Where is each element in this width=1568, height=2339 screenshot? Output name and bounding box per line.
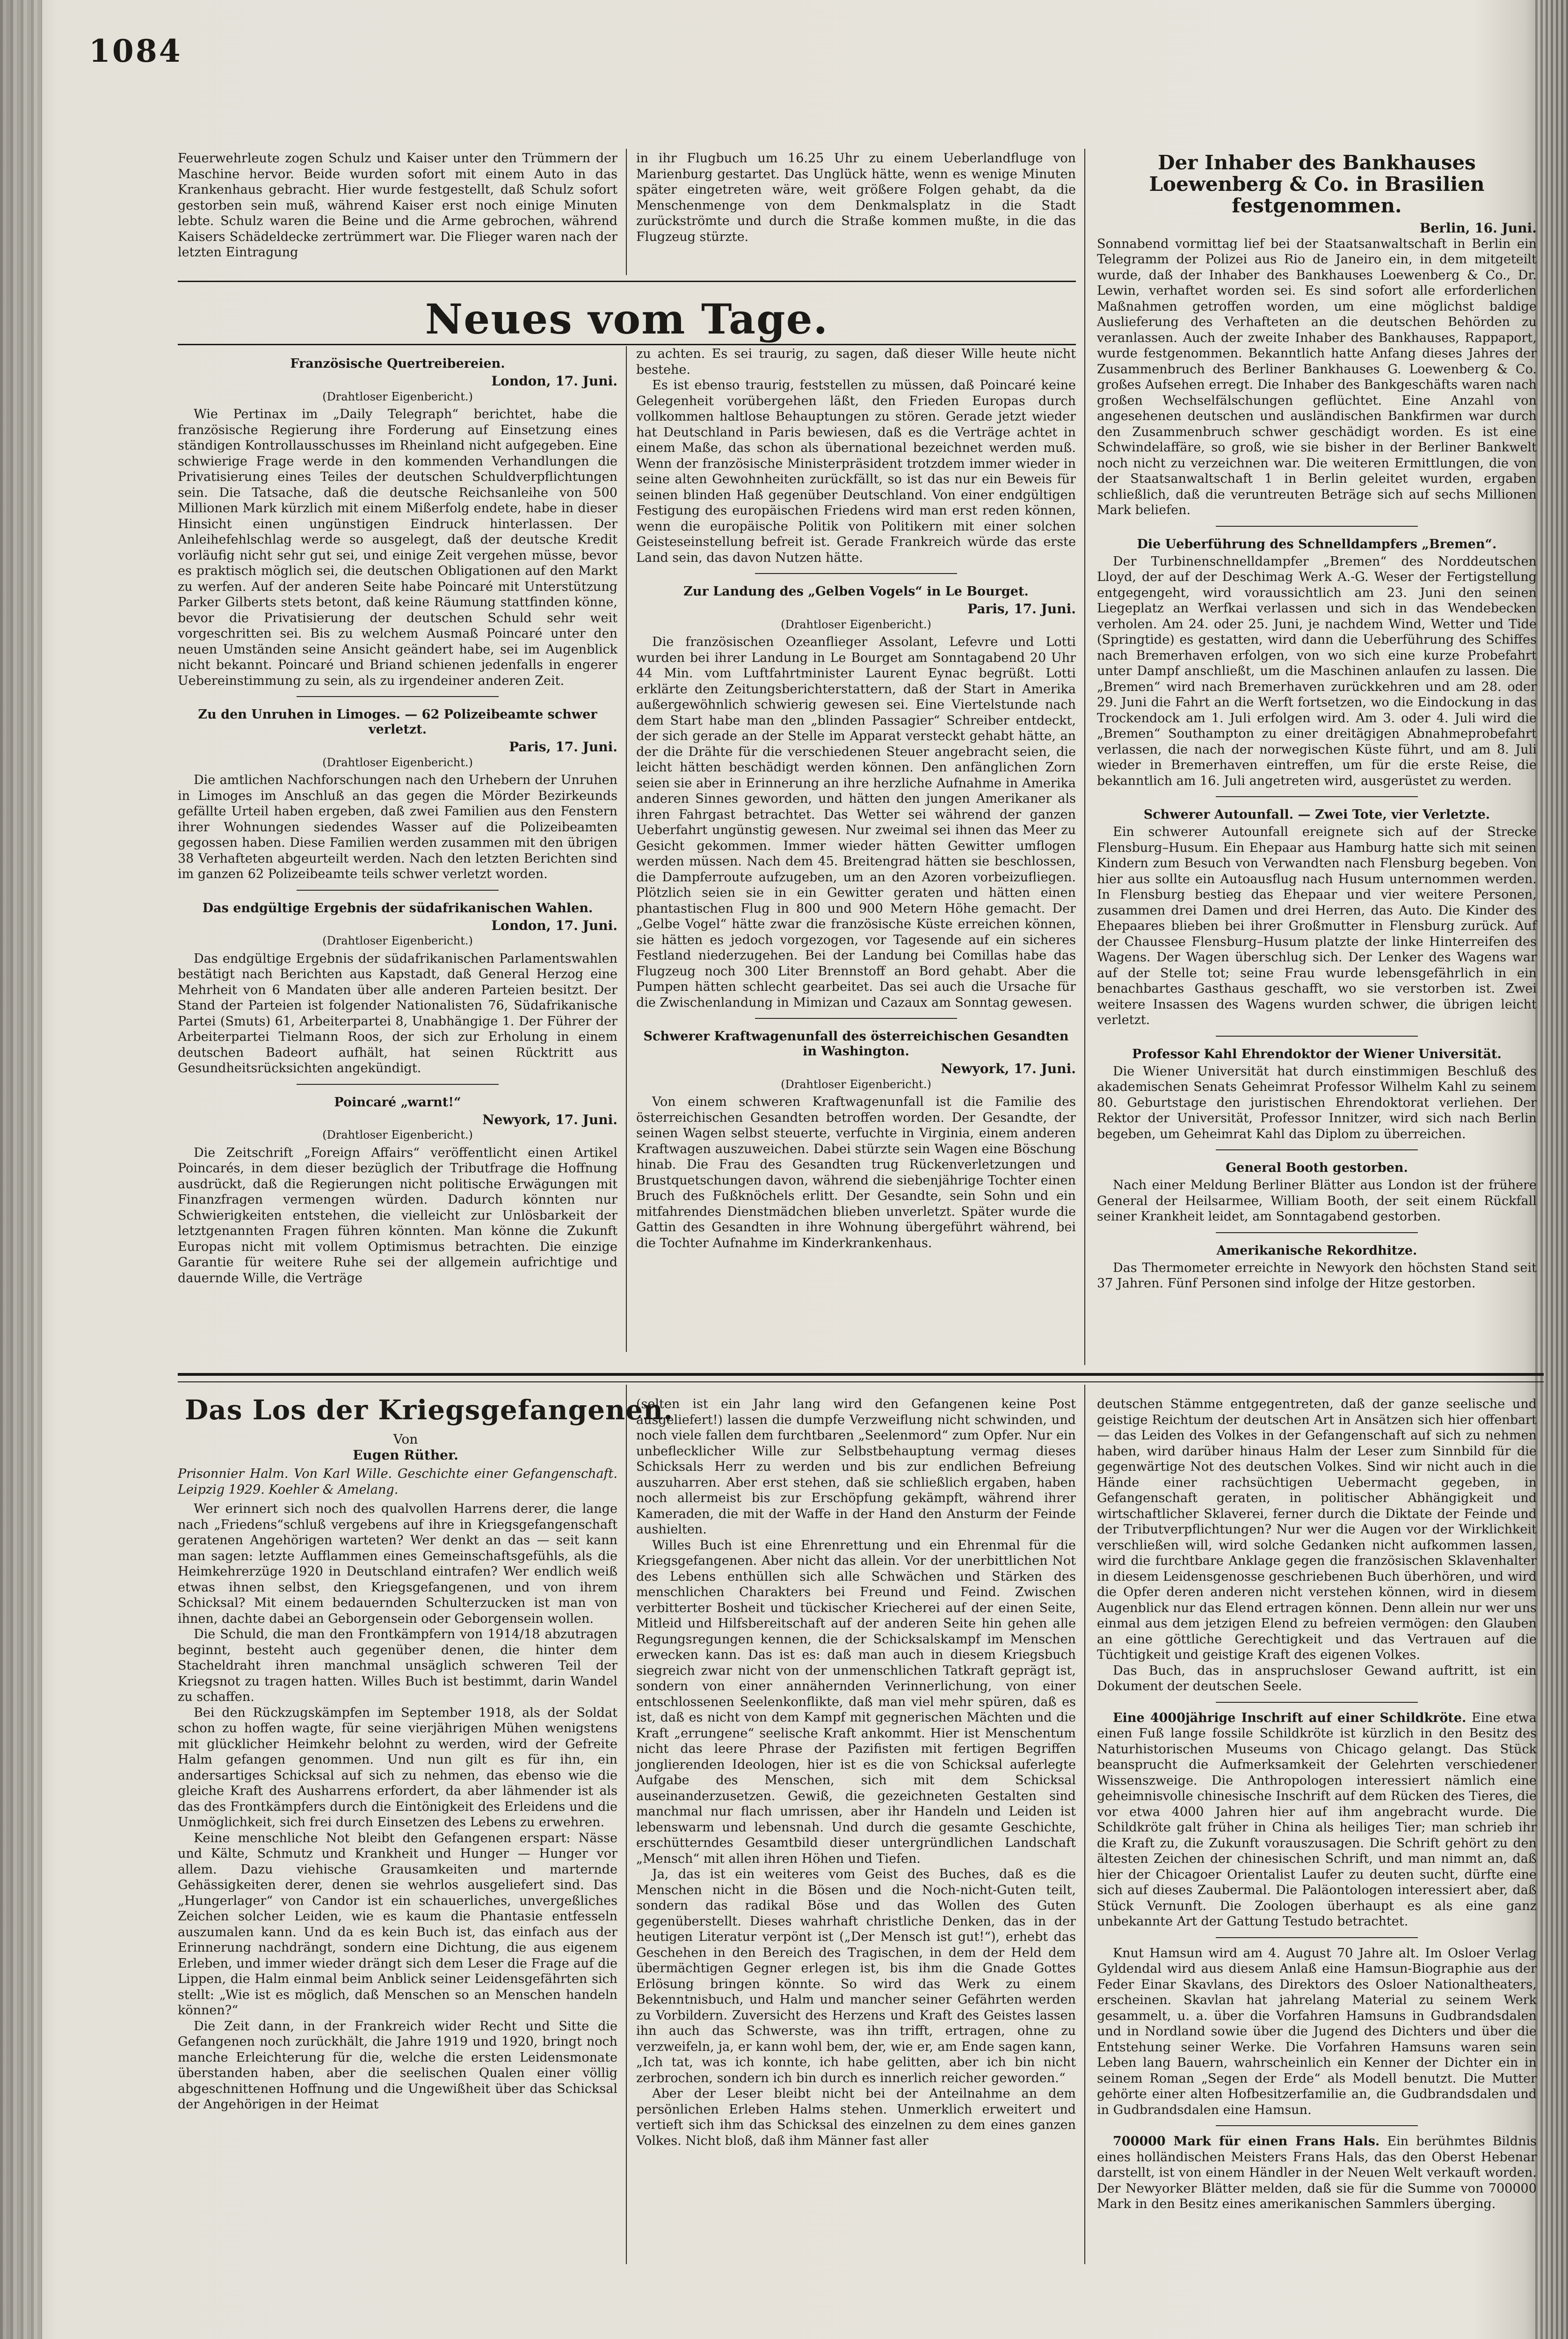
review-paragraph: deutschen Stämme entgegentreten, daß der ganze seelische und geistige Reichtum der deutschen Art in Ansätzen sich hier offenbart — das Leiden des Volkes in der Gefangenschaft auf sich zu nehmen haben, wird darüber hinaus Halm der Leser zum Sinnbild für die gegenwärtige Not des deutschen Volkes. Sind wir nicht auch in die Hände einer rachsüchtigen Uebermacht gegeben, in Gefangenschaft geraten, in politischer Abhängigkeit und wirtschaftlicher Sklaverei, ferner durch die Diktate der Feinde und der Tributverpflichtungen? Nur wer die Augen vor der Wirklichkeit verschließen will, wird solche Gedanken nicht aufkommen lassen, wird die furchtbare Anklage gegen die französischen Sklavenhalter in diesem Leidensgenosse geschriebenen Buch überhören, und wird die Opfer deren anderen nicht verstehen können, wird in diesem Augenblick nur das Elend ertragen können. Denn allein nur wer uns einmal aus dem jetzigen Elend zu befreien vermögen: den Glauben an eine göttliche Gerechtigkeit und das Vertrauen auf die Tüchtigkeit und geistige Kraft des eigenen Volkes. [1097, 1397, 1537, 1662]
article-dateline: Paris, 17. Juni. [509, 739, 617, 755]
article-headline: Der Inhaber des Bankhauses Loewenberg & Co. in Brasilien festgenommen. [1149, 151, 1485, 217]
news-item-text: Ein berühmtes Bildnis eines holländischen Meisters Frans Hals, das den Oberst Hebenar darstellt, ist von einem Händler in der Neuen Welt verkauft worden. Der Newyorker Blätter melden, daß sie für die Summe von 700000 Mark in den Besitz eines amerikanischen Sammlers überging. [1097, 2134, 1537, 2211]
review-col1-body [178, 1501, 617, 2113]
article-title: Schwerer Autounfall. — Zwei Tote, vier Verletzte. [1143, 807, 1490, 822]
article-paragraph: Die französischen Ozeanflieger Assolant, Lefevre und Lotti wurden bei ihrer Landung in Le Bourget am Sonntagabend 20 Uhr 44 Min. vom Luftfahrtminister Laurent Eynac begrüßt. Lotti erklärte den Zeitungsberichterstattern, daß der Start in Amerika außergewöhnlich schwierig gewesen sei. Eine Viertelstunde nach dem Start habe man den „blinden Passagier“ Schreiber entdeckt, der sich gerade an der Stelle im Apparat versteckt gehabt hätte, an der die Drähte für die verschiedenen Steuer angebracht seien, die leicht hätten beschädigt werden können. Den anfänglichen Zorn seien sie aber in Erinnerung an ihre herzliche Aufnahme in Amerika anderen Sinnes geworden, und hätten den jungen Amerikaner als ihren Fahrgast betrachtet. Das Wetter sei während der ganzen Ueberfahrt ungünstig gewesen. Nur zweimal sei ihnen das Meer zu Gesicht gekommen. Immer wieder hätten Gewitter umflogen werden müssen. Nach dem 45. Breitengrad hätten sie beschlossen, die Dampferroute aufzugeben, um an den Azoren vorbeizufliegen. Plötzlich seien sie in ein Gewitter geraten und hätten einen phantastischen Flug in 800 und 900 Metern Höhe gemacht. Der „Gelbe Vogel“ hätte zwar die französische Küste erreichen können, sie hätten es jedoch vorgezogen, vor Tagesende auf ein sicheres Festland niederzugehen. Bei der Landung bei Comillas habe das Flugzeug noch 300 Liter Brennstoff an Bord gehabt. Aber die Pumpen hätten schlecht gearbeitet. Das sei auch die Ursache für die Zwischenlandung in Mimizan und Cazaux am Sonntag gewesen. [636, 635, 1076, 1010]
news-item-title: 700000 Mark für einen Frans Hals. [1113, 2134, 1380, 2149]
news-item [1097, 1710, 1537, 1930]
article-byline: (Drahtloser Eigenbericht.) [322, 934, 473, 947]
review-paragraph: Die Schuld, die man den Frontkämpfern von 1914/18 abzutragen beginnt, besteht auch gegenüber denen, die hinter dem Stacheldraht ihren manchmal unsäglich schweren Teil der Kriegsnot zu tragen hatten. Willes Buch ist bestimmt, darin Wandel zu schaffen. [178, 1627, 617, 1704]
section-rule-bottom [178, 344, 1076, 345]
article-separator [1216, 526, 1418, 527]
article-dateline: London, 17. Juni. [491, 917, 617, 933]
review-paragraph: Keine menschliche Not bleibt den Gefangenen erspart: Nässe und Kälte, Schmutz und Krankheit und Hunger — Hunger vor allem. Dazu viehische Grausamkeiten und marternde Gehässigkeiten derer, denen sie wehrlos ausgeliefert sind. Das „Hungerlager“ von Candor ist ein schauerliches, unvergeßliches Zeichen solcher Leiden, wie es kaum die Phantasie entfesseln auszumalen kann. Und da es kein Buch ist, das einfach aus der Erinnerung nachdrängt, sondern eine Dichtung, die aus eigenem Erleben, und immer wieder drängt sich dem Leser die Frage auf die Lippen, die Halm einmal beim Anblick seiner Leidensgefährten sich stellt: „Wie ist es möglich, daß Menschen so an Menschen handeln können?“ [178, 1831, 617, 2018]
review-paragraph: Die Zeit dann, in der Frankreich wider Recht und Sitte die Gefangenen noch zurückhält, die Jahre 1919 und 1920, bringt noch manche Erleichterung für die, welche die ersten Leidensmonate überstanden haben, aber die seelischen Qualen einer völlig abgeschnittenen Hoffnung und die Ungewißheit über das Schicksal der Angehörigen in der Heimat [178, 2019, 617, 2112]
review-col3 [1097, 1396, 1537, 2212]
right-page-edge [1535, 0, 1568, 2339]
review-paragraph: Das Buch, das in anspruchsloser Gewand auftritt, ist ein Dokument der deutschen Seele. [1097, 1663, 1537, 1693]
article-separator [297, 890, 499, 891]
article-separator [1216, 1036, 1418, 1037]
article-paragraph: zu achten. Es sei traurig, zu sagen, daß dieser Wille heute nicht bestehe. [636, 347, 1076, 377]
article-dateline: London, 17. Juni. [491, 373, 617, 389]
article-byline: (Drahtloser Eigenbericht.) [781, 1077, 931, 1091]
article-paragraph: Die Wiener Universität hat durch einstimmigen Beschluß des akademischen Senats Geheimrat Professor Wilhelm Kahl zu seinem 80. Geburtstage den juristischen Ehrendoktorat verliehen. Der Rektor der Universität, Professor Innitzer, wird sich nach Berlin begeben, um Geheimrat Kahl das Diplom zu überreichen. [1097, 1064, 1537, 1141]
news-item-text: Knut Hamsun wird am 4. August 70 Jahre alt. Im Osloer Verlag Gyldendal wird aus diesem Anlaß eine Hamsun-Biographie aus der Feder Einar Skavlans, des Direktors des Osloer Nationaltheaters, erscheinen. Skavlan hat jahrelang Material zu seinem Werk gesammelt, u. a. über die Vorfahren Hamsuns in Gudbrandsdalen und in Nordland sowie über die Jugend des Dichters und über die Entstehung seiner Werke. Die Vorfahren Hamsuns waren sein Leben lang Bauern, wahrscheinlich ein Kenner der Dichter ein in seinem Roman „Segen der Erde“ als Modell benutzt. Die Mutter gehörte einer alten Hofbesitzerfamilie an, die Gudbrandsdalen und in Gudbrandsdalen eine Hamsun. [1097, 1946, 1537, 2117]
article-title: Schwerer Kraftwagenunfall des österreichischen Gesandten in Washington. [643, 1029, 1069, 1059]
article-byline: (Drahtloser Eigenbericht.) [322, 390, 473, 403]
review-author: Eugen Rüther. [353, 1447, 458, 1463]
article-paragraph: Wie Pertinax im „Daily Telegraph“ berichtet, habe die französische Regierung ihre Forderung auf Einsetzung eines ständigen Kontrollausschusses im Rheinland nicht aufgegeben. Eine schwierige Frage werde in den kommenden Verhandlungen die Privatisierung eines Teiles der deutschen Schuldverpflichtungen sein. Die Tatsache, daß die deutsche Reichsanleihe von 500 Millionen Mark kürzlich mit einem Mißerfolg endete, habe in dieser Hinsicht einen ungünstigen Eindruck hinterlassen. Der Anleihefehlschlag werde so ausgelegt, daß der deutsche Kredit vorläufig nicht sehr gut sei, und einige Zeit vergehen müsse, bevor es praktisch möglich sei, die deutschen Obligationen auf den Markt zu werfen. Auf der anderen Seite habe Poincaré mit Unterstützung Parker Gilberts stets betont, daß keine Räumung stattfinden könne, bevor die Privatisierung der deutschen Schuld sehr weit vorgeschritten sei. Bis zu welchem Ausmaß Poincaré unter den neuen Umständen seine Ansicht geändert habe, sei im Augenblick nicht bekannt. Poincaré und Briand schienen jedenfalls in engerer Uebereinstimmung zu sein, als zu irgendeiner anderen Zeit. [178, 407, 617, 688]
article-title: Professor Kahl Ehrendoktor der Wiener Universität. [1132, 1046, 1502, 1061]
article-separator [1216, 1232, 1418, 1233]
article-title: Poincaré „warnt!“ [334, 1095, 461, 1110]
review-headline: Das Los der Kriegsgefangenen. [185, 1394, 674, 1426]
top-text-2: in ihr Flugbuch um 16.25 Uhr zu einem Ueberlandfluge von Marienburg gestartet. Das Unglück hätte, wenn es wenige Minuten später eingetreten wäre, weit größere Folgen gehabt, da die Menschenmenge von dem Denkmalsplatz in die Stadt zurückströmte und durch die Straße kommen mußte, in die das Flugzeug stürzte. [636, 151, 1076, 244]
article-title: Das endgültige Ergebnis der südafrikanischen Wahlen. [202, 901, 593, 915]
article-paragraph: Sonnabend vormittag lief bei der Staatsanwaltschaft in Berlin ein Telegramm der Polizei aus Rio de Janeiro ein, in dem mitgeteilt wurde, daß der Inhaber des Bankhauses Loewenberg & Co., Dr. Lewin, verhaftet worden sei. Es sind sofort alle erforderlichen Maßnahmen getroffen worden, um eine möglichst baldige Auslieferung des Verhafteten an die deutschen Behörden zu veranlassen. Auch der zweite Inhaber des Bankhauses, Rappaport, wurde festgenommen. Bekanntlich hatte Anfang dieses Jahres der Zusammenbruch des Berliner Bankhauses G. Loewenberg & Co. großes Aufsehen erregt. Die Inhaber des Bankgeschäfts waren nach großen Wechselfälschungen geflüchtet. Eine Anzahl von angesehenen deutschen und ausländischen Bankfirmen war durch den Zusammenbruch schwer geschädigt worden. Es ist eine Schwindelaffäre, so groß, wie sie bisher in der Berliner Bankwelt noch nicht zu verzeichnen war. Die weiteren Ermittlungen, die von der Staatsanwaltschaft 1 in Berlin geleitet wurden, ergaben schließlich, daß die veruntreuten Beträge sich auf sechs Millionen Mark beliefen. [1097, 236, 1537, 517]
article-separator [297, 1084, 499, 1085]
article-paragraph: Es ist ebenso traurig, feststellen zu müssen, daß Poincaré keine Gelegenheit vorübergehen läßt, den Frieden Europas durch vollkommen haltlose Behauptungen zu stören. Gerade jetzt wieder hat Deutschland in Paris bewiesen, daß es die Verträge achtet in einem Maße, das schon als übernational bezeichnet werden muß. Wenn der französische Ministerpräsident trotzdem immer wieder in seine alten Gewohnheiten zurückfällt, so ist das nur ein Beweis für seinen blinden Haß gegenüber Deutschland. Von einer endgültigen Festigung des europäischen Friedens wird man erst reden können, wenn die europäische Politik von Politikern mit einer solchen Geisteseinstellung befreit ist. Gerade Frankreich würde das erste Land sein, das davon Nutzen hätte. [636, 378, 1076, 565]
top-continuation-col1 [178, 151, 617, 261]
article-byline: (Drahtloser Eigenbericht.) [322, 1128, 473, 1141]
article-paragraph: Nach einer Meldung Berliner Blätter aus London ist der frühere General der Heilsarmee, William Booth, der seit einem Rückfall seiner Krankheit leidet, am Sonntagabend gestorben. [1097, 1178, 1537, 1224]
article-paragraph: Die amtlichen Nachforschungen nach den Urhebern der Unruhen in Limoges im Anschluß an das gegen die Mörder Bezirkeunds gefällte Urteil haben ergeben, daß zwei Familien aus den Fenstern ihrer Wohnungen siedendes Wasser auf die Polizeibeamten gegossen haben. Diese Familien werden zusammen mit den übrigen 38 Verhafteten abgeurteilt werden. Nach den letzten Berichten sind im ganzen 62 Polizeibeamte teils schwer verletzt worden. [178, 773, 617, 881]
review-paragraph: Ja, das ist ein weiteres vom Geist des Buches, daß es die Menschen nicht in die Bösen und die Noch-nicht-Guten teilt, sondern das radikal Böse und das Wollen des Guten gegenüberstellt. Dieses wahrhaft christliche Denken, das in der heutigen Literatur verpönt ist („Der Mensch ist gut!“), erhebt das Geschehen in den Bereich des Tragischen, in dem der Held dem übermächtigen Gegner erlegen ist, bis ihm die Gnade Gottes Erlösung bringen könnte. So wird das Werk zu einem Bekenntnisbuch, und Halm und mancher seiner Gefährten werden zu Vorbildern. Zuversicht des Herzens und Kraft des Geistes lassen ihn auch das Schwerste, was ihn trifft, ertragen, ohne zu verzweifeln, ja, er kann wohl bem, der, wie er, am Ende sagen kann, „Ich tat, was ich konnte, ich habe gelitten, aber ich bin nicht zerbrochen, sondern ich bin durch es innerlich reicher geworden.“ [636, 1867, 1076, 2085]
top-text-1: Feuerwehrleute zogen Schulz und Kaiser unter den Trümmern der Maschine hervor. Beide wurden sofort mit einem Auto in das Krankenhaus gebracht. Hier wurde festgestellt, daß Schulz sofort gestorben sein muß, während Kaiser erst noch einige Minuten lebte. Schulz waren die Beine und die Arme gebrochen, während Kaisers Schädeldecke zertrümmert war. Die Flieger waren nach der letzten Eintragung [178, 151, 617, 260]
review-paragraph: (selten ist ein Jahr lang wird den Gefangenen keine Post ausgeliefert!) lassen die dumpfe Verzweiflung nicht schwinden, und noch viele fallen dem furchtbaren „Seelenmord“ zum Opfer. Nur ein unbeflecklicher Wille zur Selbstbehauptung vermag dieses Schicksals Herr zu werden und bis zur endlichen Befreiung auszuharren. Aber erst stehen, daß sie schließlich ergaben, haben noch allermeist bis zur Erschöpfung gekämpft, während ihrer Kameraden, die mit der Waffe in der Hand den Ansturm der Feinde aushielten. [636, 1397, 1076, 1537]
article-dateline: Paris, 17. Juni. [967, 601, 1076, 617]
article-separator [755, 573, 957, 574]
article-separator [1216, 1702, 1418, 1703]
article-dateline: Berlin, 16. Juni. [1419, 220, 1537, 236]
review-paragraph: Wer erinnert sich noch des qualvollen Harrens derer, die lange nach „Friedens“schluß vergebens auf ihre in Kriegsgefangenschaft geratenen Angehörigen warteten? Wer denkt an das — seit kann man sagen: letzte Aufflammen eines Gemeinschaftsgefühls, als die Heimkehrerzüge 1920 in Deutschland eintrafen? Wer endlich weiß etwas ihnen selbst, den Kriegsgefangenen, und von ihrem Schicksal? Mit einem bedauernden Schulterzucken ist man von ihnen, dachte dabei an Geborgensein oder Geborgensein wollen. [178, 1502, 617, 1626]
news-column-right [1097, 152, 1537, 1292]
column-rule [1084, 1385, 1085, 2264]
article-title: Zu den Unruhen in Limoges. — 62 Polizeibeamte schwer verletzt. [198, 707, 597, 737]
article-dateline: Newyork, 17. Juni. [941, 1061, 1076, 1076]
article-dateline: Newyork, 17. Juni. [482, 1111, 617, 1127]
section-rule-top [178, 281, 1076, 282]
article-separator [755, 1018, 957, 1019]
column-rule [626, 1385, 627, 2264]
review-col1 [178, 1431, 617, 2113]
article-paragraph: Die Zeitschrift „Foreign Affairs“ veröffentlicht einen Artikel Poincarés, in dem dieser bezüglich der Tributfrage die Hoffnung ausdrückt, daß die Regierungen nicht politische Erwägungen mit Finanzfragen vermengen würden. Dadurch könnten nur Schwierigkeiten entstehen, die vielleicht zur Unlösbarkeit der letztgenannten Fragen führen könnten. Man könne die Zukunft Europas nicht mit vollem Optimismus betrachten. Die einzige Garantie für weitere Ruhe sei der allgemein aufrichtige und dauernde Wille, die Verträge [178, 1145, 617, 1286]
binding-edge [0, 0, 42, 2339]
review-paragraph: Bei den Rückzugskämpfen im September 1918, als der Soldat schon zu hoffen wagte, für seine vierjährigen Mühen wenigstens mit glücklicher Heimkehr belohnt zu werden, wird der Gefreite Halm gefangen genommen. Und nun gilt es für ihn, ein andersartiges Schicksal auf sich zu nehmen, das ebenso wie die gleiche Kraft des Ausharrens erfordert, da aber lähmender ist als das des Frontkämpfers durch die Eintönigkeit des Erleidens und die Unmöglichkeit, sich frei durch Einsetzen des Lebens zu erwehren. [178, 1705, 617, 1830]
review-col2 [636, 1396, 1076, 2149]
news-item-title: Eine 4000jährige Inschrift auf einer Schildkröte. [1113, 1710, 1466, 1725]
article-separator [297, 696, 499, 697]
article-separator [1216, 796, 1418, 797]
article-byline: (Drahtloser Eigenbericht.) [781, 617, 931, 631]
article-title: Die Ueberführung des Schnelldampfers „Bremen“. [1137, 537, 1497, 552]
article-title: Zur Landung des „Gelben Vogels“ in Le Bourget. [683, 584, 1029, 599]
section-title: Neues vom Tage. [425, 295, 829, 343]
article-byline: (Drahtloser Eigenbericht.) [322, 755, 473, 769]
article-separator [1216, 2125, 1418, 2126]
review-book-info: Prisonnier Halm. Von Karl Wille. Geschichte einer Gefangenschaft. Leipzig 1929. Koehler & Amelang. [178, 1467, 617, 1497]
article-title: Französische Quertreibereien. [290, 356, 505, 371]
news-column-middle [636, 346, 1076, 1251]
article-paragraph: Der Turbinenschnelldampfer „Bremen“ des Norddeutschen Lloyd, der auf der Deschimag Werk A.-G. Weser der Fertigstellung entgegengeht, wird voraussichtlich am 23. Juni den seinen Liegeplatz an Werfkai verlassen und sich in das Wendebecken verholen. Am 24. oder 25. Juni, je nachdem Wind, Wetter und Tide (Springtide) es gestatten, wird dann die Ueberführung des Schiffes nach Bremerhaven erfolgen, von wo sich eine kurze Probefahrt unter Dampf anschließt, um die Maschinen anlaufen zu lassen. Die „Bremen“ wird nach Bremerhaven zurückkehren und am 28. oder 29. Juni die Fahrt an die Werft fortsetzen, wo die Eindockung in das Trockendock am 1. Juli erfolgen wird. Am 3. oder 4. Juli wird die „Bremen“ Southampton zu einer dreitägigen Abnahmeprobefahrt verlassen, die nach der norwegischen Küste führt, und am 8. Juli wieder in Bremerhaven eintreffen, um für die erste Reise, die bekanntlich am 16. Juli angetreten wird, ausgerüstet zu werden. [1097, 554, 1537, 788]
article-paragraph: Das Thermometer erreichte in Newyork den höchsten Stand seit 37 Jahren. Fünf Personen sind infolge der Hitze gestorben. [1097, 1260, 1537, 1291]
column-rule [626, 346, 627, 1352]
column-rule [626, 149, 627, 275]
article-separator [1216, 1937, 1418, 1938]
article-title: Amerikanische Rekordhitze. [1216, 1243, 1417, 1258]
news-column-left [178, 346, 617, 1286]
news-item-text: Eine etwa einen Fuß lange fossile Schildkröte ist kürzlich in den Besitz des Naturhistorischen Museums von Chicago gelangt. Das Stück beansprucht die Aufmerksamkeit der Gelehrten verschiedener Wissenszweige. Die Anthropologen interessiert nämlich eine geheimnisvolle chinesische Inschrift auf dem Rücken des Tieres, die vor etwa 4000 Jahren hier auf ihm angebracht wurde. Die Schildkröte galt früher in China als heiliges Tier; man schrieb ihr die Kraft zu, die Zukunft vorauszusagen. Die Schrift gehört zu den ältesten Zeichen der chinesischen Schrift, und man nimmt an, daß hier der Chicagoer Orientalist Laufer zu deuten sucht, dürfte eine sich auf dieses Zaubermal. Die Paläontologen interessiert aber, daß Stück Vernunft. Die Zoologen überhaupt es als eine ganz unbekannte Art der Gattung Testudo betrachtet. [1097, 1710, 1537, 1929]
article-separator [1216, 1149, 1418, 1150]
article-paragraph: Von einem schweren Kraftwagenunfall ist die Familie des österreichischen Gesandten betroffen worden. Der Gesandte, der seinen Wagen selbst steuerte, verfuchte in Virginia, einem anderen Kraftwagen auszuweichen. Dabei stürzte sein Wagen eine Böschung hinab. Die Frau des Gesandten trug Rückenverletzungen und Brustquetschungen davon, während die siebenjährige Tochter einen Bruch des Fußknöchels erlitt. Der Gesandte, sein Sohn und ein mitfahrendes Dienstmädchen blieben unverletzt. Später wurde die Gattin des Gesandten in ihre Wohnung übergeführt während, bei die Tochter Aufnahme im Kinderkrankenhaus. [636, 1095, 1076, 1250]
review-von: Von [393, 1431, 418, 1447]
news-item [1097, 1946, 1537, 2118]
article-title: General Booth gestorben. [1226, 1161, 1408, 1175]
top-continuation-col2 [636, 151, 1076, 245]
column-rule [1084, 149, 1085, 1365]
news-item [1097, 2134, 1537, 2212]
article-paragraph: Das endgültige Ergebnis der südafrikanischen Parlamentswahlen bestätigt nach Berichten aus Kapstadt, daß General Herzog eine Mehrheit von 6 Mandaten über alle anderen Parteien besitzt. Der Stand der Parteien ist folgender Nationalisten 76, Südafrikanische Partei (Smuts) 61, Arbeiterpartei 8, Unabhängige 1. Der Führer der Arbeiterpartei Tielmann Roos, der sich zur Erholung in einem deutschen Badeort aufhält, hat seinen Rücktritt aus Gesundheitsrücksichten angekündigt. [178, 951, 617, 1075]
feuilleton-rule [178, 1373, 1544, 1382]
review-paragraph: Willes Buch ist eine Ehrenrettung und ein Ehrenmal für die Kriegsgefangenen. Aber nicht das allein. Vor der unerbittlichen Not des Lebens enthüllen sich alle Schwächen und Stärken des menschlichen Charakters bei Freund und Feind. Zwischen verbitterter Bosheit und tückischer Kriecherei auf der einen Seite, Mitleid und Hilfsbereitschaft auf der anderen Seite hin gehen alle Regungsregungen kennen, die der Schicksalskampf im Menschen erwecken kann. Das ist es: daß man auch in diesem Kriegsbuch siegreich zwar nicht von der unmenschlichen Tatkraft geprägt ist, sondern von einer annähernden Verinnerlichung, von einer entschlossenen Seelenkonflikte, daß man viel mehr spüren, daß es ist, daß es nicht von dem Kampf mit gegnerischen Mächten und die Kraft „errungene“ seelische Kraft ankommt. Hier ist Menschentum nicht das leere Phrase der Pazifisten mit fertigen Begriffen jonglierenden Ideologen, hier ist es die von Schicksal auferlegte Aufgabe des Menschen, sich mit dem Schicksal auseinanderzusetzen. Gewiß, die gezeichneten Gestalten sind manchmal nur flach umrissen, aber ihr Handeln und Leiden ist lebenswarm und lebensnah. Und durch die gesamte Geschichte, erschütterndes Gesamtbild dieser untergründlichen Landschaft „Mensch“ mit allen ihren Höhen und Tiefen. [636, 1538, 1076, 1866]
article-paragraph: Ein schwerer Autounfall ereignete sich auf der Strecke Flensburg–Husum. Ein Ehepaar aus Hamburg hatte sich mit seinen Kindern zum Besuch von Verwandten nach Flensburg begeben. Von hier aus sollte ein Autoausflug nach Husum unternommen werden. In Flensburg bestieg das Ehepaar und vier weitere Personen, zusammen drei Damen und drei Herren, das Auto. Die Kinder des Ehepaares blieben bei ihrer Großmutter in Flensburg zurück. Auf der Chaussee Flensburg–Husum platzte der linke Hinterreifen des Wagens. Der Wagen überschlug sich. Der Lenker des Wagens war auf der Stelle tot; seine Frau wurde lebensgefährlich in ein benachbartes Gasthaus geschafft, wo sie verstorben ist. Zwei weitere Insassen des Wagens wurden schwer, die übrigen leicht verletzt. [1097, 825, 1537, 1027]
review-paragraph: Aber der Leser bleibt nicht bei der Anteilnahme an dem persönlichen Erleben Halms stehen. Unmerklich erweitert und vertieft sich ihm das Schicksal des einzelnen zu dem eines ganzen Volkes. Nicht bloß, daß ihm Männer fast aller [636, 2086, 1076, 2148]
page-number: 1084 [89, 33, 182, 69]
